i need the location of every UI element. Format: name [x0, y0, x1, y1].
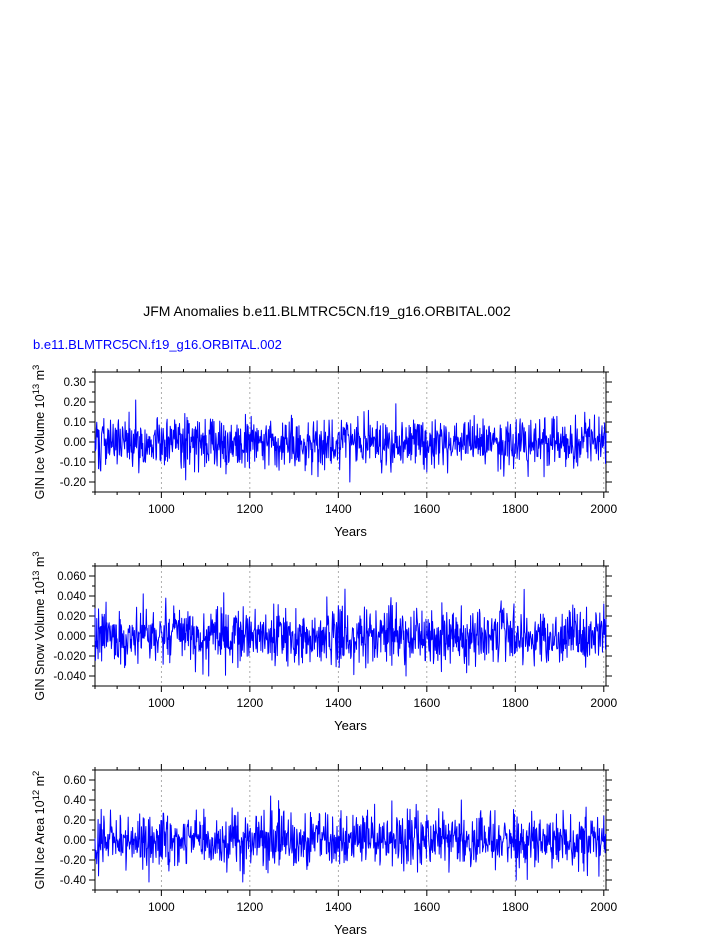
legend-series-label: b.e11.BLMTRC5CN.f19_g16.ORBITAL.002	[33, 337, 282, 352]
svg-text:-0.10: -0.10	[59, 457, 86, 469]
svg-text:0.060: 0.060	[57, 571, 86, 583]
svg-text:1600: 1600	[413, 900, 441, 914]
svg-text:1400: 1400	[324, 696, 352, 710]
chart-title: JFM Anomalies b.e11.BLMTRC5CN.f19_g16.ORBITAL.002	[143, 303, 511, 319]
svg-text:0.20: 0.20	[63, 397, 86, 409]
panel-gin-ice-area	[0, 760, 723, 935]
svg-text:GIN Ice Area 1012 m2: GIN Ice Area $10^{12}$ $m^2$	[31, 770, 47, 890]
svg-text:Years: Years	[334, 524, 367, 539]
svg-text:-0.20: -0.20	[59, 477, 86, 489]
svg-text:1200: 1200	[236, 502, 264, 516]
svg-text:0.020: 0.020	[57, 611, 86, 623]
panel-gin-snow-volume	[0, 551, 723, 746]
svg-text:GIN Snow Volume 1013 m3: GIN Snow Volume $10^{13}$ $m^3$	[31, 551, 47, 701]
panel-gin-ice-volume	[0, 362, 723, 552]
svg-text:1800: 1800	[501, 502, 529, 516]
svg-text:0.10: 0.10	[63, 417, 86, 429]
svg-text:Years: Years	[334, 718, 367, 733]
svg-text:1000: 1000	[148, 696, 175, 710]
gin-ice-area-chart	[0, 760, 723, 935]
svg-text:1600: 1600	[413, 502, 441, 516]
svg-text:0.20: 0.20	[63, 815, 86, 827]
svg-text:0.60: 0.60	[63, 775, 86, 787]
svg-text:1000: 1000	[148, 900, 175, 914]
svg-text:1400: 1400	[324, 900, 352, 914]
svg-text:-0.40: -0.40	[59, 875, 86, 887]
svg-text:1800: 1800	[501, 696, 529, 710]
svg-text:1200: 1200	[236, 696, 264, 710]
svg-text:0.040: 0.040	[57, 591, 86, 603]
svg-text:1400: 1400	[324, 502, 352, 516]
gin-snow-volume-chart	[0, 551, 723, 746]
svg-text:1200: 1200	[236, 900, 264, 914]
svg-text:2000: 2000	[590, 696, 618, 710]
svg-text:1800: 1800	[501, 900, 529, 914]
svg-text:0.00: 0.00	[63, 835, 86, 847]
svg-text:1600: 1600	[413, 696, 441, 710]
svg-text:0.00: 0.00	[63, 437, 86, 449]
svg-text:-0.040: -0.040	[53, 671, 86, 683]
svg-text:GIN Ice Volume 1013 m3: GIN Ice Volume $10^{13}$ $m^3$	[31, 364, 47, 500]
svg-text:0.30: 0.30	[63, 377, 86, 389]
svg-text:0.000: 0.000	[57, 631, 86, 643]
gin-ice-volume-chart	[0, 362, 723, 552]
svg-text:1000: 1000	[148, 502, 175, 516]
svg-text:0.40: 0.40	[63, 795, 86, 807]
svg-text:-0.20: -0.20	[59, 855, 86, 867]
svg-text:Years: Years	[334, 922, 367, 935]
svg-text:-0.020: -0.020	[53, 651, 86, 663]
svg-text:2000: 2000	[590, 502, 618, 516]
svg-text:2000: 2000	[590, 900, 618, 914]
